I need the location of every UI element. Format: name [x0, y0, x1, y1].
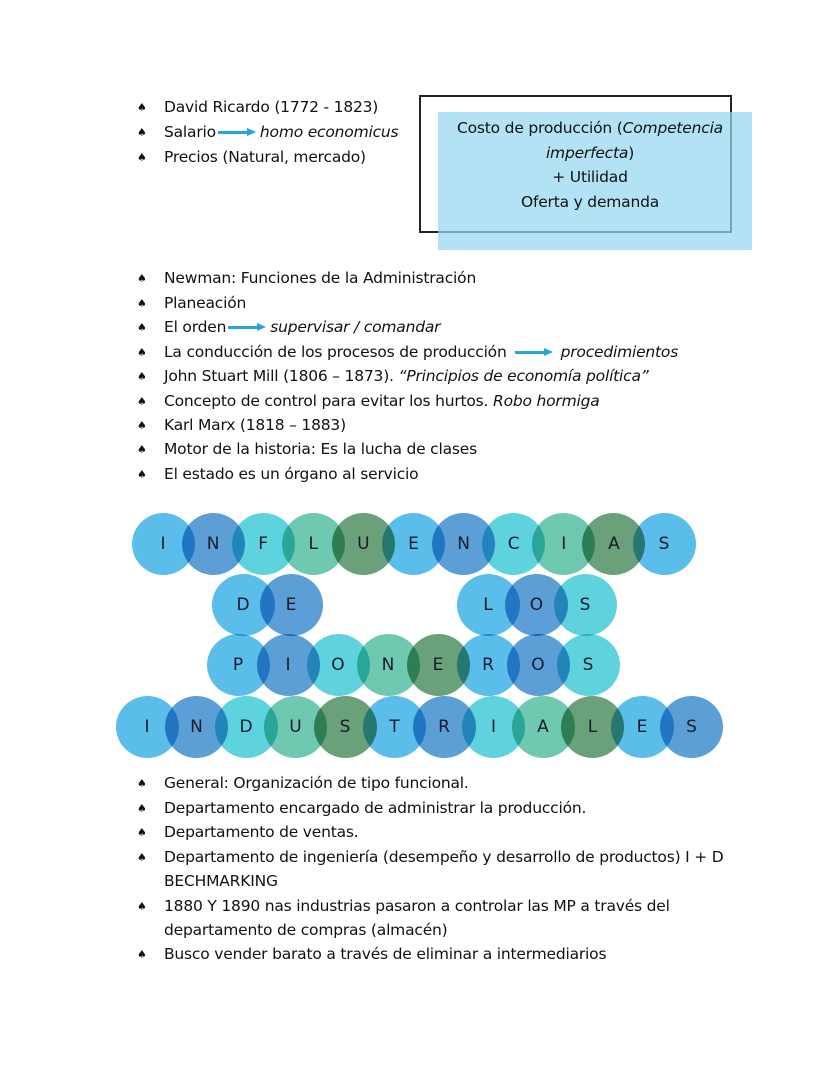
spade-bullet-icon: ♠: [137, 297, 147, 310]
letter-glyph: D: [239, 717, 253, 737]
bullet-text: David Ricardo (1772 - 1823): [164, 98, 379, 116]
spade-bullet-icon: ♠: [137, 468, 147, 481]
bullet-text: General: Organización de tipo funcional.: [164, 774, 469, 792]
letter-glyph: I: [561, 534, 567, 554]
bullet-text: Departamento de ingeniería (desempeño y desarrollo de productos) I + D: [164, 848, 724, 866]
callout-line3: + Utilidad: [552, 168, 628, 186]
letter-glyph: U: [357, 534, 370, 554]
letter-glyph: N: [206, 534, 220, 554]
letter-glyph: O: [531, 655, 545, 675]
spade-bullet-icon: ♠: [137, 395, 147, 408]
letter-glyph: N: [457, 534, 470, 554]
bullet-text: Motor de la historia: Es la lucha de clases: [164, 440, 477, 458]
letter-glyph: D: [236, 595, 250, 615]
spade-bullet-icon: ♠: [137, 101, 147, 114]
spade-bullet-icon: ♠: [137, 321, 147, 334]
spade-bullet-icon: ♠: [137, 777, 147, 790]
letter-glyph: E: [432, 655, 444, 675]
letter-glyph: S: [339, 717, 351, 737]
letter-glyph: S: [579, 595, 591, 615]
callout-line2: ): [628, 143, 635, 162]
spade-bullet-icon: ♠: [137, 126, 147, 139]
letter-glyph: O: [529, 595, 544, 615]
callout-box-text: [430, 116, 750, 214]
bullet-italic-text: “Principios de economía política”: [398, 367, 649, 385]
letter-circle: [633, 513, 696, 575]
letter-glyph: N: [381, 655, 395, 675]
spade-bullet-icon: ♠: [137, 370, 147, 383]
letter-glyph: L: [483, 595, 493, 615]
callout-line1: Costo de producción (: [457, 119, 623, 137]
letter-circle: [260, 574, 323, 636]
bullet-text: El orden: [164, 318, 227, 336]
letter-glyph: N: [190, 717, 203, 737]
letter-glyph: A: [537, 717, 549, 737]
spade-bullet-icon: ♠: [137, 851, 147, 864]
letter-glyph: R: [482, 655, 494, 675]
letter-glyph: E: [285, 595, 297, 615]
bullet-text: Departamento de ventas.: [164, 823, 359, 841]
letter-glyph: S: [686, 717, 697, 737]
bullet-text: Newman: Funciones de la Administración: [164, 269, 477, 287]
bullet-text: Salario: [164, 123, 216, 141]
bullet-text: Karl Marx (1818 – 1883): [164, 416, 346, 434]
letter-circle: [554, 574, 617, 636]
letter-glyph: S: [658, 534, 670, 554]
bullet-text: 1880 Y 1890 nas industrias pasaron a controlar las MP a través del: [164, 897, 670, 915]
letter-glyph: L: [308, 534, 319, 554]
letter-glyph: T: [389, 717, 400, 737]
bullet-text: Departamento encargado de administrar la producción.: [164, 799, 587, 817]
bullet-italic-text: homo economicus: [259, 123, 399, 141]
spade-bullet-icon: ♠: [137, 900, 147, 913]
letter-glyph: F: [258, 534, 269, 554]
letter-glyph: C: [507, 534, 520, 554]
letter-glyph: P: [232, 655, 244, 675]
letter-glyph: L: [587, 717, 598, 737]
bullet-text: Planeación: [164, 294, 247, 312]
right-arrow-icon: [228, 323, 266, 333]
letter-glyph: I: [160, 534, 166, 554]
bullet-text: John Stuart Mill (1806 – 1873).: [164, 367, 399, 385]
right-arrow-icon: [515, 348, 553, 358]
bullet-continuation-text: departamento de compras (almacén): [164, 921, 448, 939]
callout-line1-italic: Competencia: [622, 119, 723, 137]
bullet-text: El estado es un órgano al servicio: [164, 465, 419, 483]
bullet-text: Precios (Natural, mercado): [164, 148, 366, 166]
callout-line4: Oferta y demanda: [520, 192, 660, 211]
spade-bullet-icon: ♠: [137, 419, 147, 432]
bullet-continuation-text: BECHMARKING: [164, 872, 278, 890]
letter-glyph: S: [582, 655, 594, 675]
letter-circle: [660, 696, 723, 758]
spade-bullet-icon: ♠: [137, 826, 147, 839]
right-arrow-icon: [218, 128, 256, 138]
letter-glyph: E: [408, 534, 419, 554]
spade-bullet-icon: ♠: [137, 346, 147, 359]
letter-glyph: I: [285, 655, 291, 675]
letter-glyph: I: [490, 717, 496, 737]
spade-bullet-icon: ♠: [137, 272, 147, 285]
letter-glyph: A: [608, 534, 620, 554]
spade-bullet-icon: ♠: [137, 948, 147, 961]
bullet-italic-text: procedimientos: [560, 343, 679, 361]
callout-line2-italic: imperfecta: [545, 143, 629, 162]
letter-glyph: E: [636, 717, 648, 737]
letter-glyph: R: [438, 717, 450, 737]
spade-bullet-icon: ♠: [137, 443, 147, 456]
spade-bullet-icon: ♠: [137, 802, 147, 815]
letter-glyph: I: [144, 717, 150, 737]
bullet-text: Busco vender barato a través de eliminar a intermediarios: [164, 945, 607, 963]
bullet-text: La conducción de los procesos de producción: [164, 343, 507, 361]
letter-glyph: U: [289, 717, 302, 737]
bullet-text: Concepto de control para evitar los hurtos.: [164, 392, 493, 410]
letter-glyph: O: [331, 655, 345, 675]
spade-bullet-icon: ♠: [137, 151, 147, 164]
letter-circle: [557, 634, 620, 696]
bullet-italic-text: supervisar / comandar: [270, 318, 441, 336]
bullet-italic-text: Robo hormiga: [493, 392, 600, 410]
